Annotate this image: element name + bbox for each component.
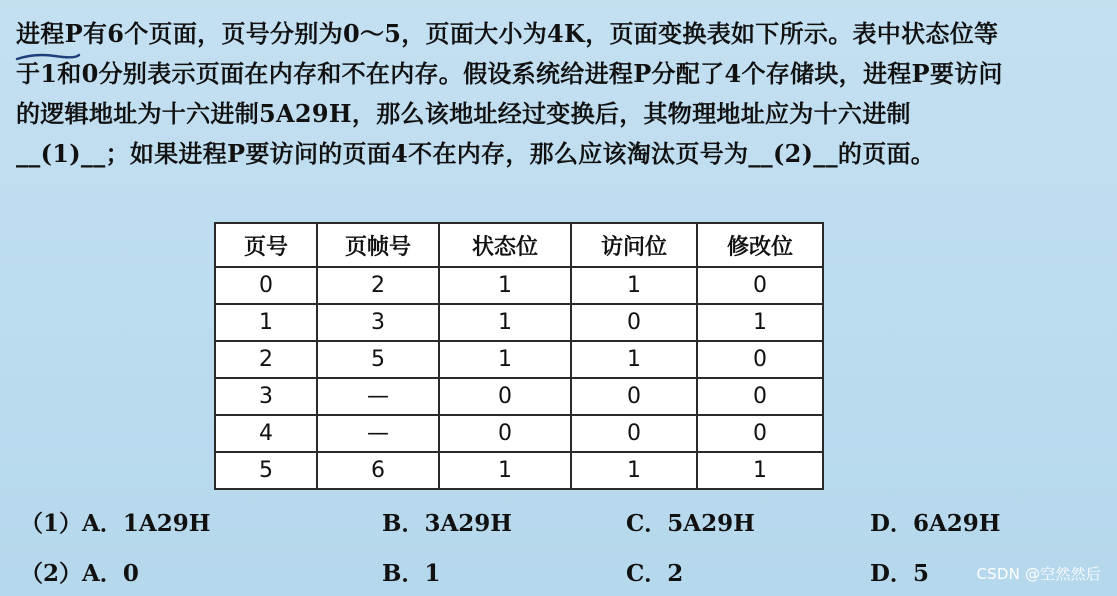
table-cell: 0: [571, 415, 697, 452]
option-2-a: （2）A．0: [20, 560, 139, 587]
option-1-b: B．3A29H: [382, 510, 513, 537]
table-cell: 5: [215, 452, 317, 489]
table-cell: 3: [317, 304, 439, 341]
page-table: [214, 222, 824, 490]
table-row: [215, 415, 823, 452]
table-cell: 1: [439, 304, 571, 341]
table-row: [215, 341, 823, 378]
table-row: [215, 304, 823, 341]
question-line-1: 进程P有6个页面，页号分别为0～5，页面大小为4K，页面变换表如下所示。表中状态位等: [16, 19, 999, 48]
table-cell: 1: [439, 452, 571, 489]
table-row: [215, 452, 823, 489]
table-cell: 1: [215, 304, 317, 341]
table-cell: —: [317, 415, 439, 452]
options-question-1: [20, 505, 1020, 537]
table-cell: 5: [317, 341, 439, 378]
option-1-a: （1）A．1A29H: [20, 510, 211, 537]
option-2-d: D．5: [870, 560, 929, 587]
table-cell: 1: [571, 267, 697, 304]
blank-2: __(2)__: [748, 139, 838, 168]
table-cell: 1: [439, 341, 571, 378]
table-cell: 0: [439, 415, 571, 452]
header-modify-bit: 修改位: [697, 223, 823, 267]
table-row: [215, 378, 823, 415]
table-header-row: [215, 223, 823, 267]
page-table-container: [214, 222, 824, 490]
option-1-d: D．6A29H: [870, 510, 1001, 537]
table-cell: 0: [697, 267, 823, 304]
question-line-2: 于1和0分别表示页面在内存和不在内存。假设系统给进程P分配了4个存储块，进程P要访问: [16, 59, 1003, 88]
table-cell: 0: [697, 378, 823, 415]
table-cell: 0: [571, 378, 697, 415]
header-status-bit: 状态位: [439, 223, 571, 267]
watermark: CSDN @空然然后: [976, 565, 1101, 583]
table-cell: 0: [571, 304, 697, 341]
table-cell: 1: [697, 304, 823, 341]
table-cell: 2: [215, 341, 317, 378]
header-access-bit: 访问位: [571, 223, 697, 267]
handwritten-underline-mark: [15, 51, 81, 63]
table-cell: 1: [439, 267, 571, 304]
header-frame-number: 页帧号: [317, 223, 439, 267]
table-cell: 0: [697, 341, 823, 378]
question-line-4-middle: ；如果进程P要访问的页面4不在内存，那么应该淘汰页号为: [105, 139, 749, 168]
table-cell: 1: [571, 452, 697, 489]
option-2-b: B．1: [382, 560, 441, 587]
table-cell: 1: [697, 452, 823, 489]
option-2-c: C．2: [626, 560, 684, 587]
table-cell: 6: [317, 452, 439, 489]
table-cell: 4: [215, 415, 317, 452]
table-cell: 3: [215, 378, 317, 415]
question-line-4-end: 的页面。: [837, 139, 936, 168]
question-line-3: 的逻辑地址为十六进制5A29H，那么该地址经过变换后，其物理地址应为十六进制: [16, 99, 911, 128]
table-cell: —: [317, 378, 439, 415]
table-cell: 1: [571, 341, 697, 378]
blank-1: __(1)__: [16, 139, 106, 168]
table-cell: 0: [697, 415, 823, 452]
question-line-4: [16, 134, 1106, 174]
table-cell: 0: [439, 378, 571, 415]
table-cell: 2: [317, 267, 439, 304]
question-text: [16, 14, 1106, 174]
table-cell: 0: [215, 267, 317, 304]
table-row: [215, 267, 823, 304]
option-1-c: C．5A29H: [626, 510, 755, 537]
options-question-2: [20, 555, 1020, 587]
header-page-number: 页号: [215, 223, 317, 267]
